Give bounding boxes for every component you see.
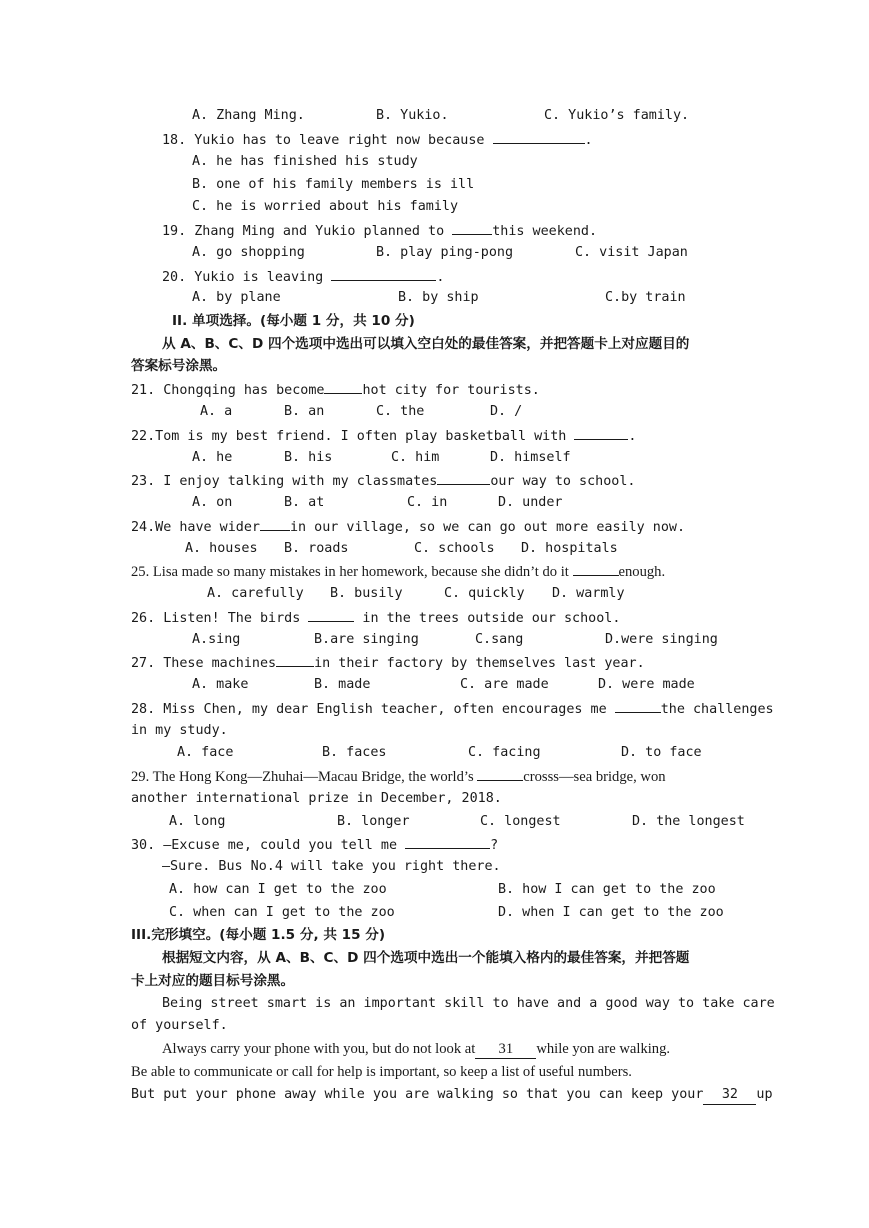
section-2-instruction-line-1: 从 A、B、C、D 四个选项中选出可以填入空白处的最佳答案，并把答题卡上对应题目的 [162, 336, 690, 352]
q21-stem-a: 21. Chongqing has become [131, 383, 325, 398]
q24-blank [260, 517, 290, 531]
q23-option-b: B. at [284, 495, 325, 510]
q28-option-a: A. face [177, 745, 234, 760]
blank-31: 31 [475, 1040, 536, 1059]
q29-stem-b: crosss—sea bridge, won [523, 769, 666, 785]
q20-option-c: C.by train [605, 290, 686, 305]
q20-stem [162, 267, 444, 287]
q27-stem [131, 653, 645, 673]
blank-32: 32 [703, 1086, 756, 1105]
q22-option-b: B. his [284, 450, 333, 465]
q30-blank [405, 835, 490, 849]
q29-option-c: C. longest [480, 814, 561, 829]
q30-stem [131, 835, 498, 855]
q19-stem-end: this weekend. [492, 224, 598, 239]
q30-stem-a: 30. —Excuse me, could you tell me [131, 838, 406, 853]
q24-stem [131, 517, 685, 537]
q27-option-a: A. make [192, 677, 249, 692]
q26-option-a: A.sing [192, 632, 241, 647]
q19-blank [452, 221, 492, 235]
q25-option-b: B. busily [330, 586, 403, 601]
q23-option-a: A. on [192, 495, 233, 510]
q30-option-b: B. how I can get to the zoo [498, 882, 716, 897]
q28-option-d: D. to face [621, 745, 702, 760]
q19-stem-text: 19. Zhang Ming and Yukio planned to [162, 224, 453, 239]
q30-reply: —Sure. Bus No.4 will take you right there. [162, 859, 501, 874]
q22-stem [131, 426, 636, 446]
q18-option-c: C. he is worried about his family [192, 199, 459, 214]
passage-p2-line-1-a: Always carry your phone with you, but do not look at [162, 1041, 476, 1057]
q25-option-a: A. carefully [207, 586, 304, 601]
q26-option-b: B.are singing [314, 632, 419, 647]
q24-option-a: A. houses [185, 541, 258, 556]
passage-p1-line-2: of yourself. [131, 1018, 228, 1033]
q28-stem [131, 699, 774, 719]
q18-blank [493, 130, 585, 144]
q29-stem-line-2: another international prize in December, 2018. [131, 791, 502, 806]
q24-stem-a: 24.We have wider [131, 520, 260, 535]
q22-blank [574, 426, 628, 440]
q22-option-d: D. himself [490, 450, 571, 465]
q27-stem-a: 27. These machines [131, 656, 277, 671]
q21-stem-b: hot city for tourists. [362, 383, 540, 398]
q19-option-c: C. visit Japan [575, 245, 688, 260]
q26-option-c: C.sang [475, 632, 524, 647]
q25-option-c: C. quickly [444, 586, 525, 601]
q24-option-d: D. hospitals [521, 541, 618, 556]
q29-option-a: A. long [169, 814, 226, 829]
q22-option-c: C. him [391, 450, 440, 465]
passage-p1-line-1: Being street smart is an important skill to have and a good way to take care [162, 996, 775, 1011]
q25-option-d: D. warmly [552, 586, 625, 601]
q22-stem-a: 22.Tom is my best friend. I often play basketball with [131, 429, 575, 444]
passage-p2-line-3-a: But put your phone away while you are walking so that you can keep your [131, 1087, 704, 1102]
q21-option-c: C. the [376, 404, 425, 419]
q24-option-c: C. schools [414, 541, 495, 556]
q23-option-c: C. in [407, 495, 448, 510]
q27-option-b: B. made [314, 677, 371, 692]
passage-p2-line-2: Be able to communicate or call for help is important, so keep a list of useful numbers. [131, 1064, 632, 1080]
q17-option-c: C. Yukio’s family. [544, 108, 690, 123]
q30-option-a: A. how can I get to the zoo [169, 882, 387, 897]
q29-stem [131, 767, 666, 786]
q28-stem-line-2: in my study. [131, 723, 228, 738]
q26-stem-a: 26. Listen! The birds [131, 611, 309, 626]
passage-p2-line-1 [162, 1040, 670, 1059]
q18-option-b: B. one of his family members is ill [192, 177, 475, 192]
q22-option-a: A. he [192, 450, 233, 465]
passage-p2-line-3-b: up [756, 1087, 773, 1102]
q20-blank [331, 267, 436, 281]
section-2-title: II. 单项选择。(每小题 1 分，共 10 分) [172, 313, 415, 329]
q18-stem-end: . [584, 133, 593, 148]
q23-stem-b: our way to school. [490, 474, 636, 489]
q23-blank [437, 471, 490, 485]
q24-option-b: B. roads [284, 541, 349, 556]
q25-blank [573, 562, 619, 576]
q29-stem-a: 29. The Hong Kong—Zhuhai—Macau Bridge, the world’s [131, 769, 478, 785]
q27-option-d: D. were made [598, 677, 695, 692]
q20-option-b: B. by ship [398, 290, 479, 305]
q26-stem [131, 608, 620, 628]
q21-option-a: A. a [200, 404, 233, 419]
q27-option-c: C. are made [460, 677, 549, 692]
q19-option-a: A. go shopping [192, 245, 305, 260]
q22-stem-b: . [628, 429, 637, 444]
q25-stem-a: 25. Lisa made so many mistakes in her homework, because she didn’t do it [131, 564, 573, 580]
q20-option-a: A. by plane [192, 290, 281, 305]
q20-stem-text: 20. Yukio is leaving [162, 270, 332, 285]
q30-option-c: C. when can I get to the zoo [169, 905, 395, 920]
q21-option-b: B. an [284, 404, 325, 419]
q28-stem-b: the challenges [660, 702, 774, 717]
q20-stem-end: . [436, 270, 445, 285]
q27-stem-b: in their factory by themselves last year. [314, 656, 645, 671]
q19-option-b: B. play ping-pong [376, 245, 514, 260]
q18-stem-text: 18. Yukio has to leave right now because [162, 133, 493, 148]
q28-stem-a: 28. Miss Chen, my dear English teacher, often encourages me [131, 702, 615, 717]
section-3-title: III.完形填空。(每小题 1.5 分, 共 15 分) [131, 927, 386, 943]
q19-stem [162, 221, 597, 241]
passage-p2-line-1-b: while yon are walking. [536, 1041, 671, 1057]
q18-option-a: A. he has finished his study [192, 154, 418, 169]
q26-stem-b: in the trees outside our school. [354, 611, 621, 626]
q25-stem-b: enough. [618, 564, 666, 580]
q21-stem [131, 380, 540, 400]
q25-stem [131, 562, 665, 581]
q28-option-c: C. facing [468, 745, 541, 760]
q23-option-d: D. under [498, 495, 563, 510]
q28-blank [615, 699, 661, 713]
q24-stem-b: in our village, so we can go out more easily now. [290, 520, 686, 535]
q17-option-a: A. Zhang Ming. [192, 108, 305, 123]
q30-stem-b: ? [490, 838, 499, 853]
q26-blank [308, 608, 354, 622]
q23-stem [131, 471, 635, 491]
q28-option-b: B. faces [322, 745, 387, 760]
passage-p2-line-3 [131, 1086, 773, 1105]
q27-blank [276, 653, 314, 667]
q29-blank [477, 767, 523, 781]
section-3-instruction-line-1: 根据短文内容，从 A、B、C、D 四个选项中选出一个能填入格内的最佳答案，并把答题 [162, 950, 690, 966]
q29-option-b: B. longer [337, 814, 410, 829]
section-3-instruction-line-2: 卡上对应的题目标号涂黑。 [131, 973, 295, 989]
q23-stem-a: 23. I enjoy talking with my classmates [131, 474, 438, 489]
q21-blank [324, 380, 362, 394]
q29-option-d: D. the longest [632, 814, 745, 829]
q26-option-d: D.were singing [605, 632, 718, 647]
q21-option-d: D. / [490, 404, 523, 419]
q18-stem [162, 130, 593, 150]
section-2-instruction-line-2: 答案标号涂黑。 [131, 358, 227, 374]
q17-option-b: B. Yukio. [376, 108, 449, 123]
q30-option-d: D. when I can get to the zoo [498, 905, 724, 920]
